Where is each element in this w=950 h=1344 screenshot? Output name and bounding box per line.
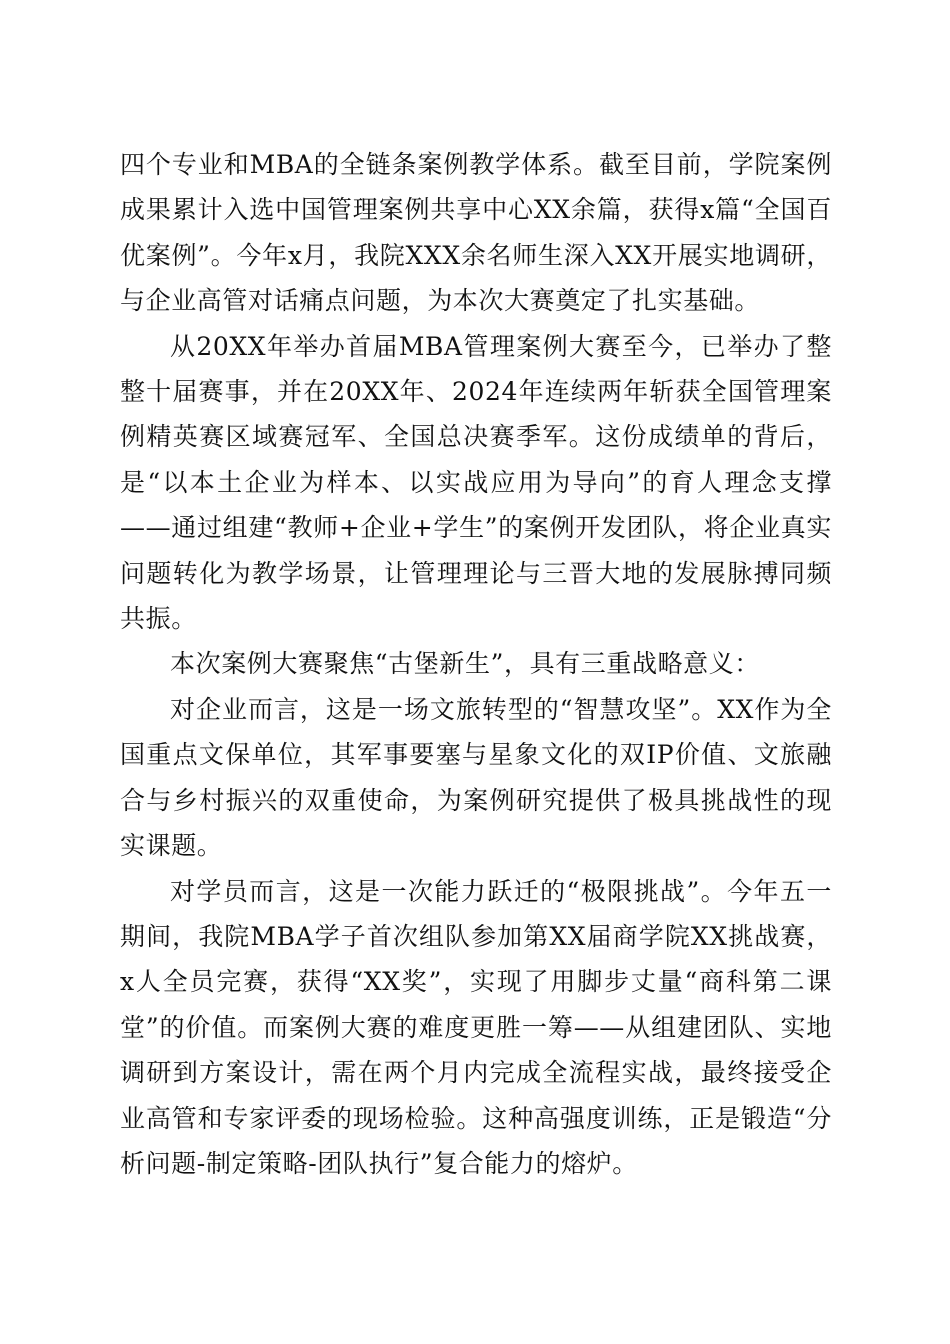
paragraph-4: 对企业而言，这是一场文旅转型的“智慧攻坚”。XX作为全国重点文保单位，其军事要塞与星象文化的双IP价值、文旅融合与乡村振兴的双重使命，为案例研究提供了极具挑战性的现实课题。: [120, 694, 832, 861]
paragraph-1: 四个专业和MBA的全链条案例教学体系。截至目前，学院案例成果累计入选中国管理案例共享中心XX余篇，获得x篇“全国百优案例”。今年x月，我院XXX余名师生深入XX开展实地调研，与企业高管对话痛点问题，为本次大赛奠定了扎实基础。: [120, 150, 832, 316]
document-body: [120, 142, 832, 1186]
paragraph-2: 从20XX年举办首届MBA管理案例大赛至今，已举办了整整十届赛事，并在20XX年、2024年连续两年斩获全国管理案例精英赛区域赛冠军、全国总决赛季军。这份成绩单的背后，是“以本土企业为样本、以实战应用为导向”的育人理念支撑——通过组建“教师+企业+学生”的案例开发团队，将企业真实问题转化为教学场景，让管理理论与三晋大地的发展脉搏同频共振。: [120, 331, 832, 634]
paragraph-5: 对学员而言，这是一次能力跃迁的“极限挑战”。今年五一期间，我院MBA学子首次组队参加第XX届商学院XX挑战赛，x人全员完赛，获得“XX奖”，实现了用脚步丈量“商科第二课堂”的价值。而案例大赛的难度更胜一筹——从组建团队、实地调研到方案设计，需在两个月内完成全流程实战，最终接受企业高管和专家评委的现场检验。这种高强度训练，正是锻造“分析问题-制定策略-团队执行”复合能力的熔炉。: [120, 876, 832, 1178]
paragraph-3: 本次案例大赛聚焦“古堡新生”，具有三重战略意义：: [170, 649, 760, 679]
